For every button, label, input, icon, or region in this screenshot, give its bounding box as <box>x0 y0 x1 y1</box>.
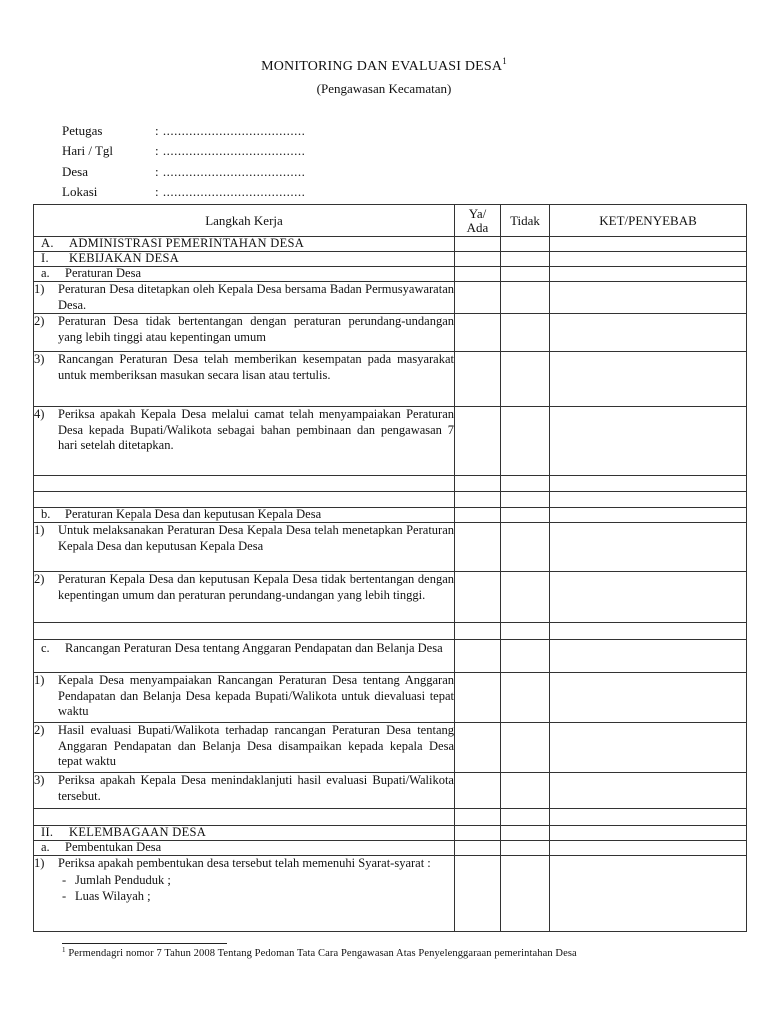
ya-cell[interactable] <box>455 809 501 826</box>
spacer-row <box>34 476 747 492</box>
subsection-label: Rancangan Peraturan Desa tentang Anggaran Pendapatan dan Belanja Desa <box>65 641 443 655</box>
item-number: 2) <box>34 572 45 586</box>
meta-fields <box>62 122 305 203</box>
spacer-row <box>34 492 747 508</box>
checklist-item-row <box>34 856 747 932</box>
tidak-cell[interactable] <box>501 476 550 492</box>
tidak-cell[interactable] <box>501 508 550 523</box>
ya-cell[interactable] <box>455 476 501 492</box>
tidak-cell[interactable] <box>501 282 550 314</box>
spacer-row <box>34 623 747 640</box>
footnote-marker: 1 <box>62 946 66 954</box>
item-text: Kepala Desa menyampaiakan Rancangan Peraturan Desa tentang Anggaran Pendapatan dan Belanja Desa kepada Bupati/Walikota untuk dievaluasi tepat waktu <box>58 673 454 718</box>
subsection-marker: b. <box>41 507 51 521</box>
subsection-row-c <box>34 640 747 673</box>
subsection-marker: a. <box>41 266 50 280</box>
ya-cell[interactable] <box>455 314 501 352</box>
item-text: Untuk melaksanakan Peraturan Desa Kepala Desa telah menetapkan Peraturan Kepala Desa dan keputusan Kepala Desa <box>58 523 454 553</box>
meta-label: Desa <box>62 163 88 179</box>
header-ket-penyebab: KET/PENYEBAB <box>550 205 747 237</box>
tidak-cell[interactable] <box>501 640 550 673</box>
tidak-cell[interactable] <box>501 492 550 508</box>
ya-cell[interactable] <box>455 623 501 640</box>
ya-cell[interactable] <box>455 773 501 809</box>
tidak-cell[interactable] <box>501 826 550 841</box>
checklist-item-row <box>34 352 747 407</box>
header-ya-ada: Ya/ Ada <box>455 205 501 237</box>
ket-cell[interactable] <box>550 282 747 314</box>
bullet-text: Luas Wilayah ; <box>75 889 151 903</box>
tidak-cell[interactable] <box>501 623 550 640</box>
checklist-item-row <box>34 773 747 809</box>
item-text: Peraturan Desa ditetapkan oleh Kepala Desa bersama Badan Permusyawaratan Desa. <box>58 282 454 312</box>
ket-cell[interactable] <box>550 523 747 572</box>
tidak-cell[interactable] <box>501 841 550 856</box>
section-label: KELEMBAGAAN DESA <box>69 825 207 839</box>
tidak-cell[interactable] <box>501 523 550 572</box>
footnote-text: Permendagri nomor 7 Tahun 2008 Tentang Pedoman Tata Cara Pengawasan Atas Penyelenggaraan pemerintahan Desa <box>68 948 577 959</box>
footnote-divider <box>62 943 227 944</box>
subsection-row-b <box>34 508 747 523</box>
ya-cell[interactable] <box>455 826 501 841</box>
footnote <box>62 948 577 959</box>
subsection-row-a <box>34 267 747 282</box>
subsection-label: Peraturan Desa <box>65 266 142 280</box>
section-marker: I. <box>41 251 49 265</box>
ya-cell[interactable] <box>455 267 501 282</box>
subsection-marker: a. <box>41 840 50 854</box>
section-row-i <box>34 252 747 267</box>
meta-value: : ...................................... <box>155 143 306 159</box>
ya-cell[interactable] <box>455 841 501 856</box>
bullet-item: - Luas Wilayah ; <box>62 889 151 903</box>
section-label: ADMINISTRASI PEMERINTAHAN DESA <box>69 236 305 250</box>
tidak-cell[interactable] <box>501 773 550 809</box>
checklist-item-row <box>34 523 747 572</box>
document-title: MONITORING DAN EVALUASI DESA$^1$ <box>261 56 507 74</box>
item-number: 1) <box>34 673 45 687</box>
bullet-item: - Jumlah Penduduk ; <box>62 872 171 887</box>
ya-cell[interactable] <box>455 352 501 407</box>
item-number: 1) <box>34 282 45 296</box>
ya-cell[interactable] <box>455 673 501 723</box>
checklist-table <box>33 204 747 932</box>
ya-cell[interactable] <box>455 572 501 623</box>
checklist-item-row <box>34 572 747 623</box>
meta-value: : ...................................... <box>155 183 306 199</box>
ket-cell[interactable] <box>550 492 747 508</box>
ya-cell[interactable] <box>455 523 501 572</box>
item-text: Periksa apakah Kepala Desa menindaklanjuti hasil evaluasi Bupati/Walikota tersebut. <box>58 773 454 803</box>
item-number: 1) <box>34 856 45 870</box>
item-number: 2) <box>34 723 45 737</box>
checklist-item-row <box>34 314 747 352</box>
tidak-cell[interactable] <box>501 352 550 407</box>
tidak-cell[interactable] <box>501 314 550 352</box>
meta-row-desa <box>62 163 305 183</box>
ket-cell[interactable] <box>550 352 747 407</box>
ket-cell[interactable] <box>550 267 747 282</box>
title-footnote-marker: 1 <box>502 56 507 66</box>
subsection-marker: c. <box>41 641 50 655</box>
section-marker: II. <box>41 825 54 839</box>
item-number: 4) <box>34 407 45 421</box>
item-number: 1) <box>34 523 45 537</box>
meta-value: : ...................................... <box>155 163 306 179</box>
ket-cell[interactable] <box>550 237 747 252</box>
section-row-a <box>34 237 747 252</box>
ket-cell[interactable] <box>550 314 747 352</box>
ket-cell[interactable] <box>550 640 747 673</box>
bullet-text: Jumlah Penduduk ; <box>75 872 171 887</box>
checklist-item-row <box>34 282 747 314</box>
ya-cell[interactable] <box>455 252 501 267</box>
ket-cell[interactable] <box>550 773 747 809</box>
item-text: Hasil evaluasi Bupati/Walikota terhadap rancangan Peraturan Desa tentang Anggaran Pendapatan dan Belanja Desa disampaikan kepada kepala Desa tepat waktu <box>58 723 454 768</box>
subsection-row-a2 <box>34 841 747 856</box>
item-text: Periksa apakah pembentukan desa tersebut telah memenuhi Syarat-syarat : <box>58 856 431 870</box>
tidak-cell[interactable] <box>501 572 550 623</box>
checklist-item-row <box>34 407 747 476</box>
tidak-cell[interactable] <box>501 809 550 826</box>
item-text: Periksa apakah Kepala Desa melalui camat telah menyampaiakan Peraturan Desa kepada Bupati/Walikota sebagai bahan pembinaan dan pengawasan 7 hari setelah ditetapkan. <box>58 407 454 452</box>
ket-cell[interactable] <box>550 673 747 723</box>
meta-row-lokasi <box>62 183 305 203</box>
ya-cell[interactable] <box>455 508 501 523</box>
item-number: 3) <box>34 773 45 787</box>
ket-cell[interactable] <box>550 856 747 932</box>
checklist-item-row <box>34 723 747 773</box>
document-subtitle: (Pengawasan Kecamatan) <box>316 81 452 96</box>
item-text: Peraturan Desa tidak bertentangan dengan peraturan perundang-undangan yang lebih tinggi atau kepentingan umum <box>58 314 454 344</box>
tidak-cell[interactable] <box>501 407 550 476</box>
spacer-row <box>34 809 747 826</box>
item-text: Peraturan Kepala Desa dan keputusan Kepala Desa tidak bertentangan dengan kepentingan umum dan peraturan perundang-undangan yang lebih tinggi. <box>58 572 454 602</box>
section-row-ii <box>34 826 747 841</box>
ket-cell[interactable] <box>550 407 747 476</box>
tidak-cell[interactable] <box>501 267 550 282</box>
section-label: KEBIJAKAN DESA <box>69 251 180 265</box>
ket-cell[interactable] <box>550 723 747 773</box>
ket-cell[interactable] <box>550 623 747 640</box>
section-marker: A. <box>41 236 54 250</box>
subsection-label: Pembentukan Desa <box>65 840 162 854</box>
meta-row-petugas <box>62 122 305 142</box>
ket-cell[interactable] <box>550 252 747 267</box>
ya-cell[interactable] <box>455 282 501 314</box>
ket-cell[interactable] <box>550 826 747 841</box>
ket-cell[interactable] <box>550 841 747 856</box>
ket-cell[interactable] <box>550 809 747 826</box>
ket-cell[interactable] <box>550 476 747 492</box>
header-tidak: Tidak <box>501 205 550 237</box>
header-langkah-kerja: Langkah Kerja <box>34 205 455 237</box>
checklist-item-row <box>34 673 747 723</box>
tidak-cell[interactable] <box>501 237 550 252</box>
tidak-cell[interactable] <box>501 723 550 773</box>
ya-cell[interactable] <box>455 407 501 476</box>
tidak-cell[interactable] <box>501 252 550 267</box>
ya-cell[interactable] <box>455 237 501 252</box>
ya-cell[interactable] <box>455 492 501 508</box>
tidak-cell[interactable] <box>501 673 550 723</box>
meta-label: Petugas <box>62 123 103 138</box>
meta-label: Hari / Tgl <box>62 143 114 159</box>
ya-cell[interactable] <box>455 640 501 673</box>
ket-cell[interactable] <box>550 508 747 523</box>
ket-cell[interactable] <box>550 572 747 623</box>
item-text: Rancangan Peraturan Desa telah memberikan kesempatan pada masyarakat untuk memberiksan masukan secara lisan atau tertulis. <box>58 352 454 382</box>
item-number: 2) <box>34 314 45 328</box>
item-number: 3) <box>34 352 45 366</box>
ya-cell[interactable] <box>455 856 501 932</box>
meta-value: : ...................................... <box>155 123 306 138</box>
ya-cell[interactable] <box>455 723 501 773</box>
table-header-row <box>34 205 747 237</box>
meta-row-hari-tgl <box>62 142 305 162</box>
subsection-label: Peraturan Kepala Desa dan keputusan Kepala Desa <box>65 507 322 521</box>
tidak-cell[interactable] <box>501 856 550 932</box>
meta-label: Lokasi <box>62 183 98 199</box>
